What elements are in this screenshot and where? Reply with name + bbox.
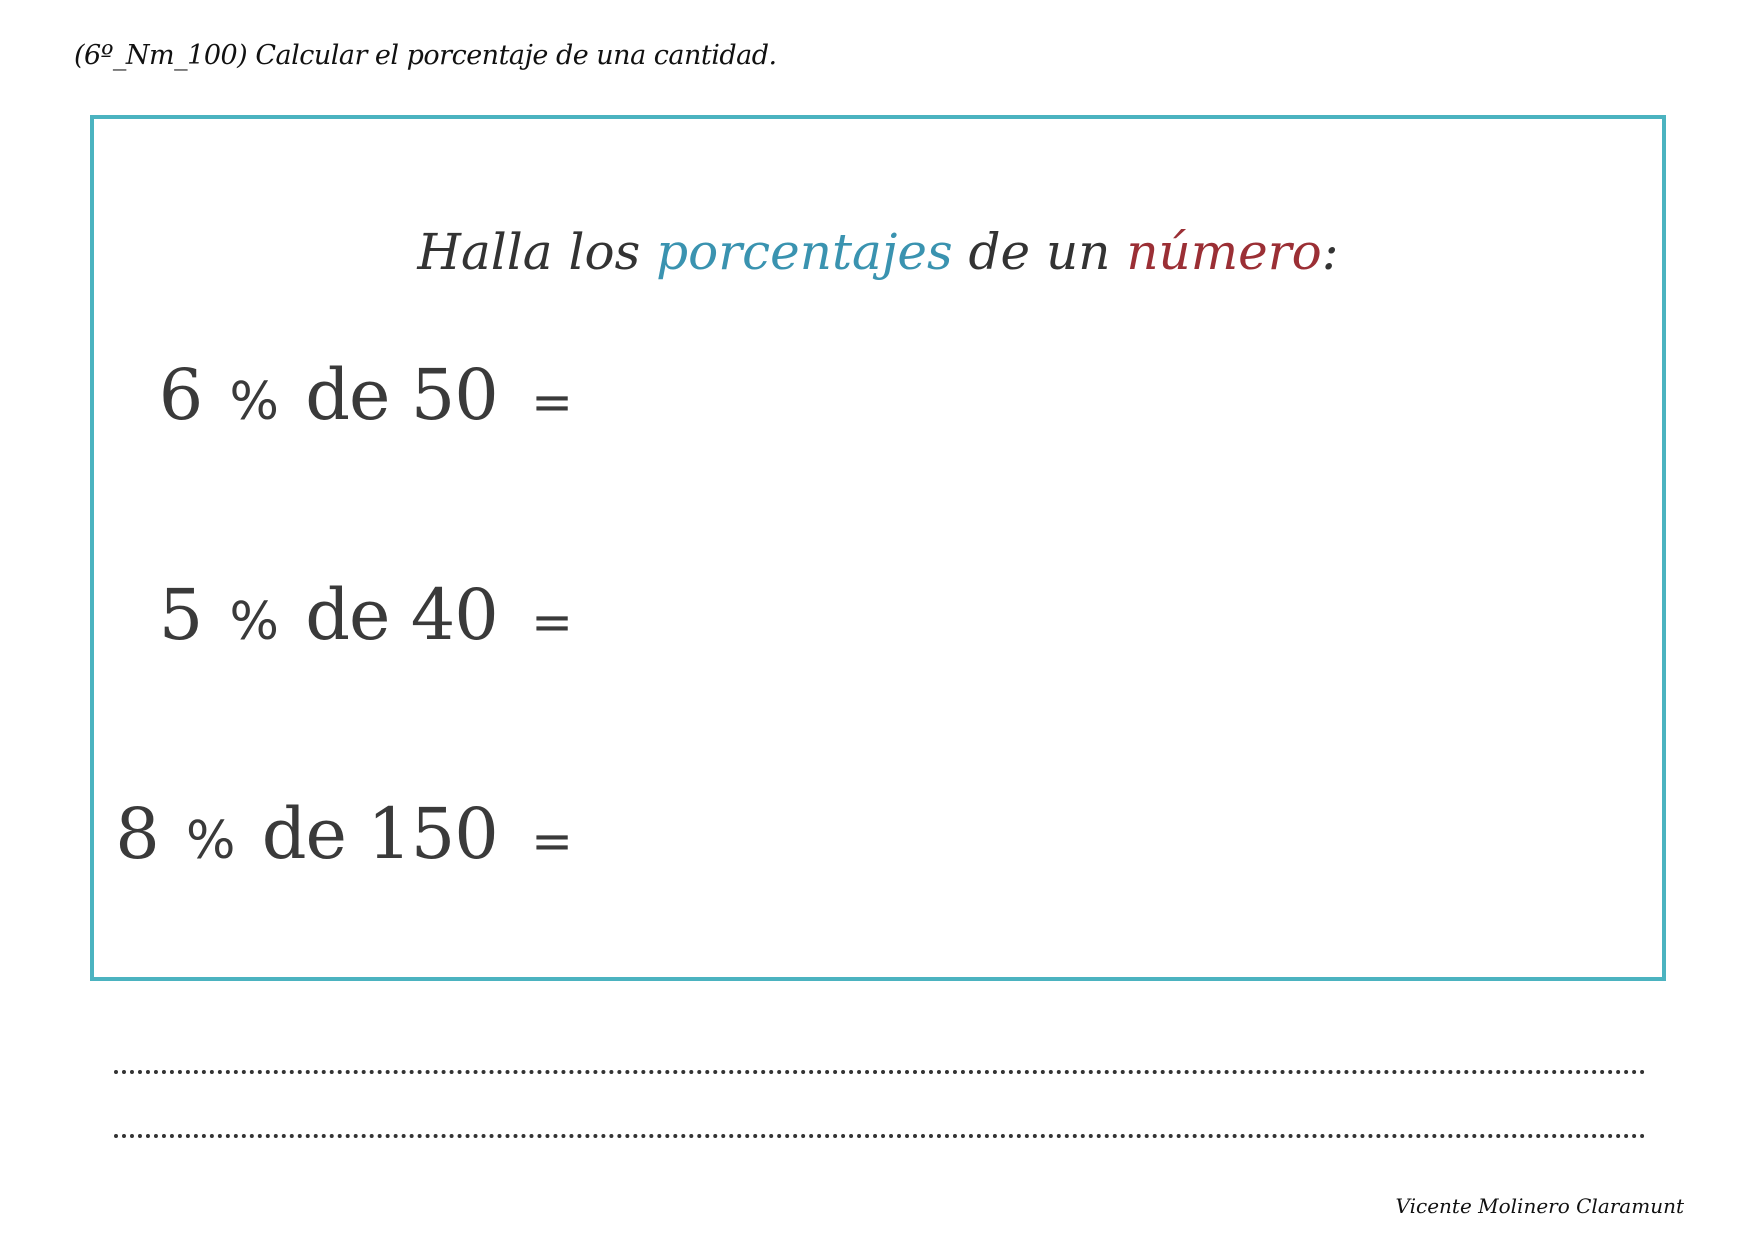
percent-symbol: %	[229, 592, 278, 652]
problem-percent: 6	[158, 354, 203, 436]
worksheet-code: (6º_Nm_100)	[74, 40, 248, 71]
problem-word: de	[305, 354, 390, 436]
instruction-colon: :	[1321, 223, 1339, 281]
problem-number: 150	[367, 793, 498, 875]
instruction-text-2: de un	[968, 223, 1111, 281]
equals-sign: =	[531, 593, 572, 651]
equals-sign: =	[531, 812, 572, 870]
instruction-heading	[94, 223, 1662, 281]
exercise-box	[90, 115, 1666, 981]
problem-word: de	[305, 574, 390, 656]
problem-word: de	[261, 793, 346, 875]
instruction-highlight-numero: número	[1126, 223, 1322, 281]
problem-percent: 8	[115, 793, 159, 875]
problem-3	[115, 793, 572, 875]
problem-number: 50	[410, 354, 498, 436]
instruction-text-1: Halla los	[417, 223, 641, 281]
problem-percent: 5	[158, 574, 203, 656]
author-credit: Vicente Molinero Claramunt	[1395, 1194, 1684, 1218]
problem-number: 40	[410, 574, 498, 656]
worksheet-header	[74, 40, 777, 71]
problem-2	[159, 574, 572, 656]
equals-sign: =	[531, 373, 572, 431]
instruction-highlight-porcentajes: porcentajes	[656, 223, 953, 281]
percent-symbol: %	[186, 811, 235, 871]
percent-symbol: %	[229, 372, 278, 432]
worksheet-title: Calcular el porcentaje de una cantidad.	[255, 40, 777, 71]
problem-1	[159, 354, 572, 436]
answer-line-1[interactable]	[114, 1070, 1646, 1074]
answer-line-2[interactable]	[114, 1134, 1646, 1138]
